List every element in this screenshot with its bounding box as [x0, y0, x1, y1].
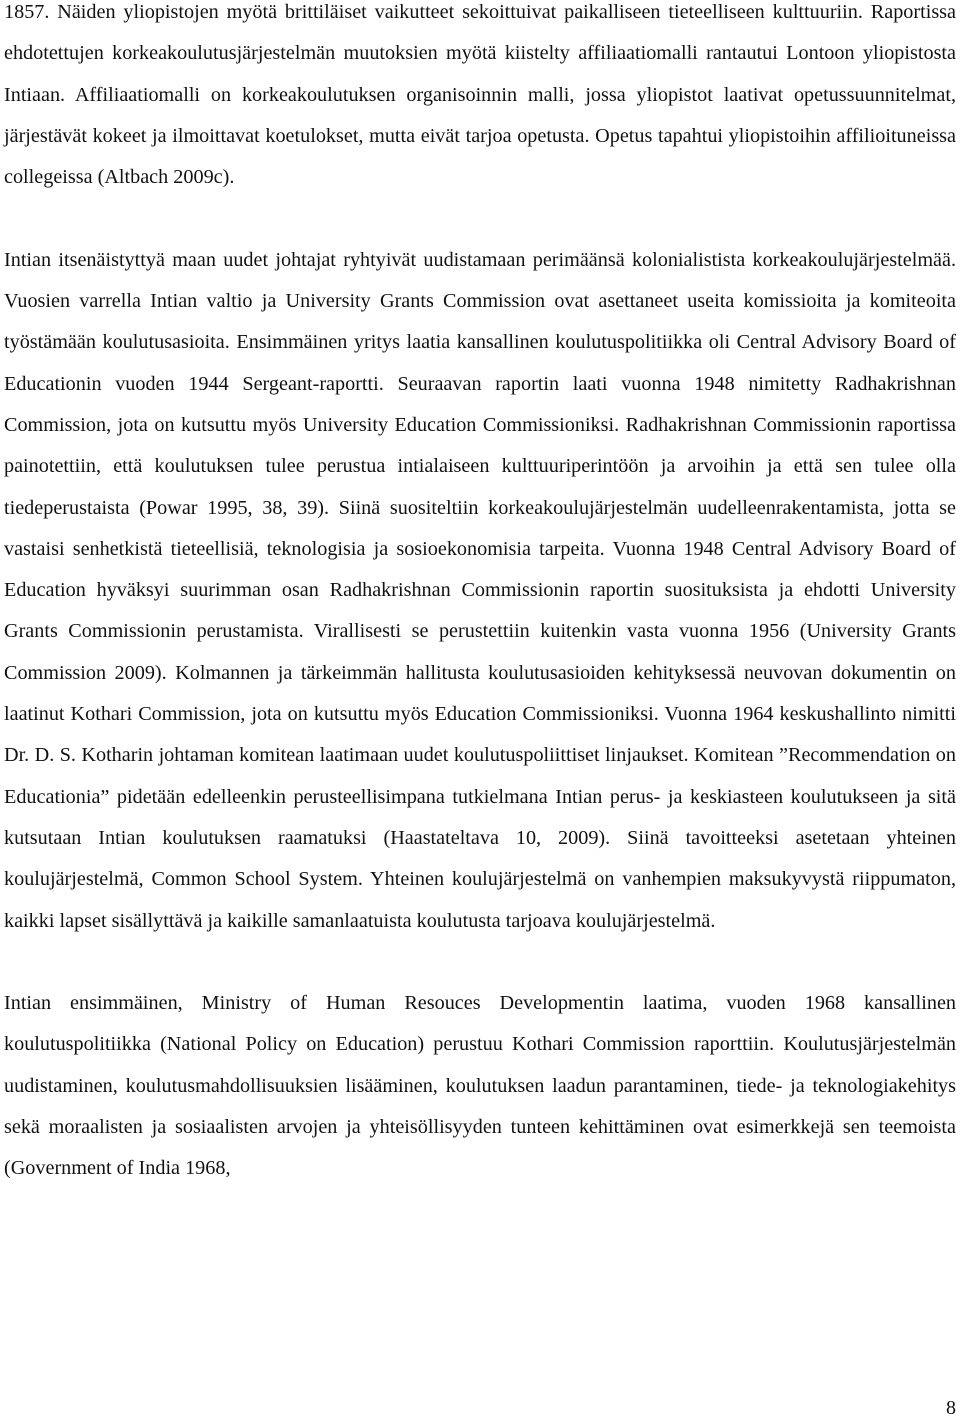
paragraph-gap — [4, 198, 956, 239]
paragraph-2: Intian itsenäistyttyä maan uudet johtajat ryhtyivät uudistamaan perimäänsä kolonialistista korkeakoulujärjestelmää. Vuosien varrella Intian valtio ja University Grants Commission ovat asettaneet useita komissioita ja komiteoita työstämään koulutusasioita. Ensimmäinen yritys laatia kansallinen koulutuspolitiikka oli Central Advisory Board of Educationin vuoden 1944 Sergeant-raportti. Seuraavan raportin laati vuonna 1948 nimitetty Radhakrishnan Commission, jota on kutsuttu myös University Education Commissioniksi. Radhakrishnan Commissionin raportissa painotettiin, että koulutuksen tulee perustua intialaiseen kulttuuriperintöön ja arvoihin ja että sen tulee olla tiedeperustaista (Powar 1995, 38, 39). Siinä suositeltiin korkeakoulujärjestelmän uudelleenrakentamista, jotta se vastaisi senhetkistä tieteellisiä, teknologisia ja sosioekonomisia tarpeita. Vuonna 1948 Central Advisory Board of Education hyväksyi suurimman osan Radhakrishnan Commissionin raportin suosituksista ja ehdotti University Grants Commissionin perustamista. Virallisesti se perustettiin kuitenkin vasta vuonna 1956 (University Grants Commission 2009). Kolmannen ja tärkeimmän hallitusta koulutusasioiden kehityksessä neuvovan dokumentin on laatinut Kothari Commission, jota on kutsuttu myös Education Commissioniksi. Vuonna 1964 keskushallinto nimitti Dr. D. S. Kotharin johtaman komitean laatimaan uudet koulutuspoliittiset linjaukset. Komitean ”Recommendation on Educationia” pidetään edelleenkin perusteellisimpana tutkielmana Intian perus- ja keskiasteen koulutukseen ja sitä kutsutaan Intian koulutuksen raamatuksi (Haastateltava 10, 2009). Siinä tavoitteeksi asetetaan yhteinen koulujärjestelmä, Common School System. Yhteinen koulujärjestelmä on vanhempien maksukyvystä riippumaton, kaikki lapset sisällyttävä ja kaikille samanlaatuista koulutusta tarjoava koulujärjestelmä. — [4, 248, 956, 932]
page-number: 8 — [946, 1397, 956, 1419]
paragraph-1: 1857. Näiden yliopistojen myötä brittiläiset vaikutteet sekoittuivat paikalliseen tieteelliseen kulttuuriin. Raportissa ehdotettujen korkeakoulutusjärjestelmän muutoksien myötä kiistelty affiliaatiomalli rantautui Lontoon yliopistosta Intiaan. Affiliaatiomalli on korkeakoulutuksen organisoinnin malli, jossa yliopistot laativat opetussuunnitelmat, järjestävät kokeet ja ilmoittavat koetulokset, mutta eivät tarjoa opetusta. Opetus tapahtui yliopistoihin affilioituneissa collegeissa (Altbach 2009c). — [4, 1, 956, 189]
paragraph-3: Intian ensimmäinen, Ministry of Human Resouces Developmentin laatima, vuoden 1968 kansallinen koulutuspolitiikka (National Policy on Education) perustuu Kothari Commission raporttiin. Koulutusjärjestelmän uudistaminen, koulutusmahdollisuuksien lisääminen, koulutuksen laadun parantaminen, tiede- ja teknologiakehitys sekä moraalisten ja sosiaalisten arvojen ja yhteisöllisyyden tunteen kehittäminen ovat esimerkkejä sen teemoista (Government of India 1968, — [4, 992, 956, 1180]
paragraph-gap — [4, 942, 956, 983]
document-page — [4, 0, 956, 1190]
